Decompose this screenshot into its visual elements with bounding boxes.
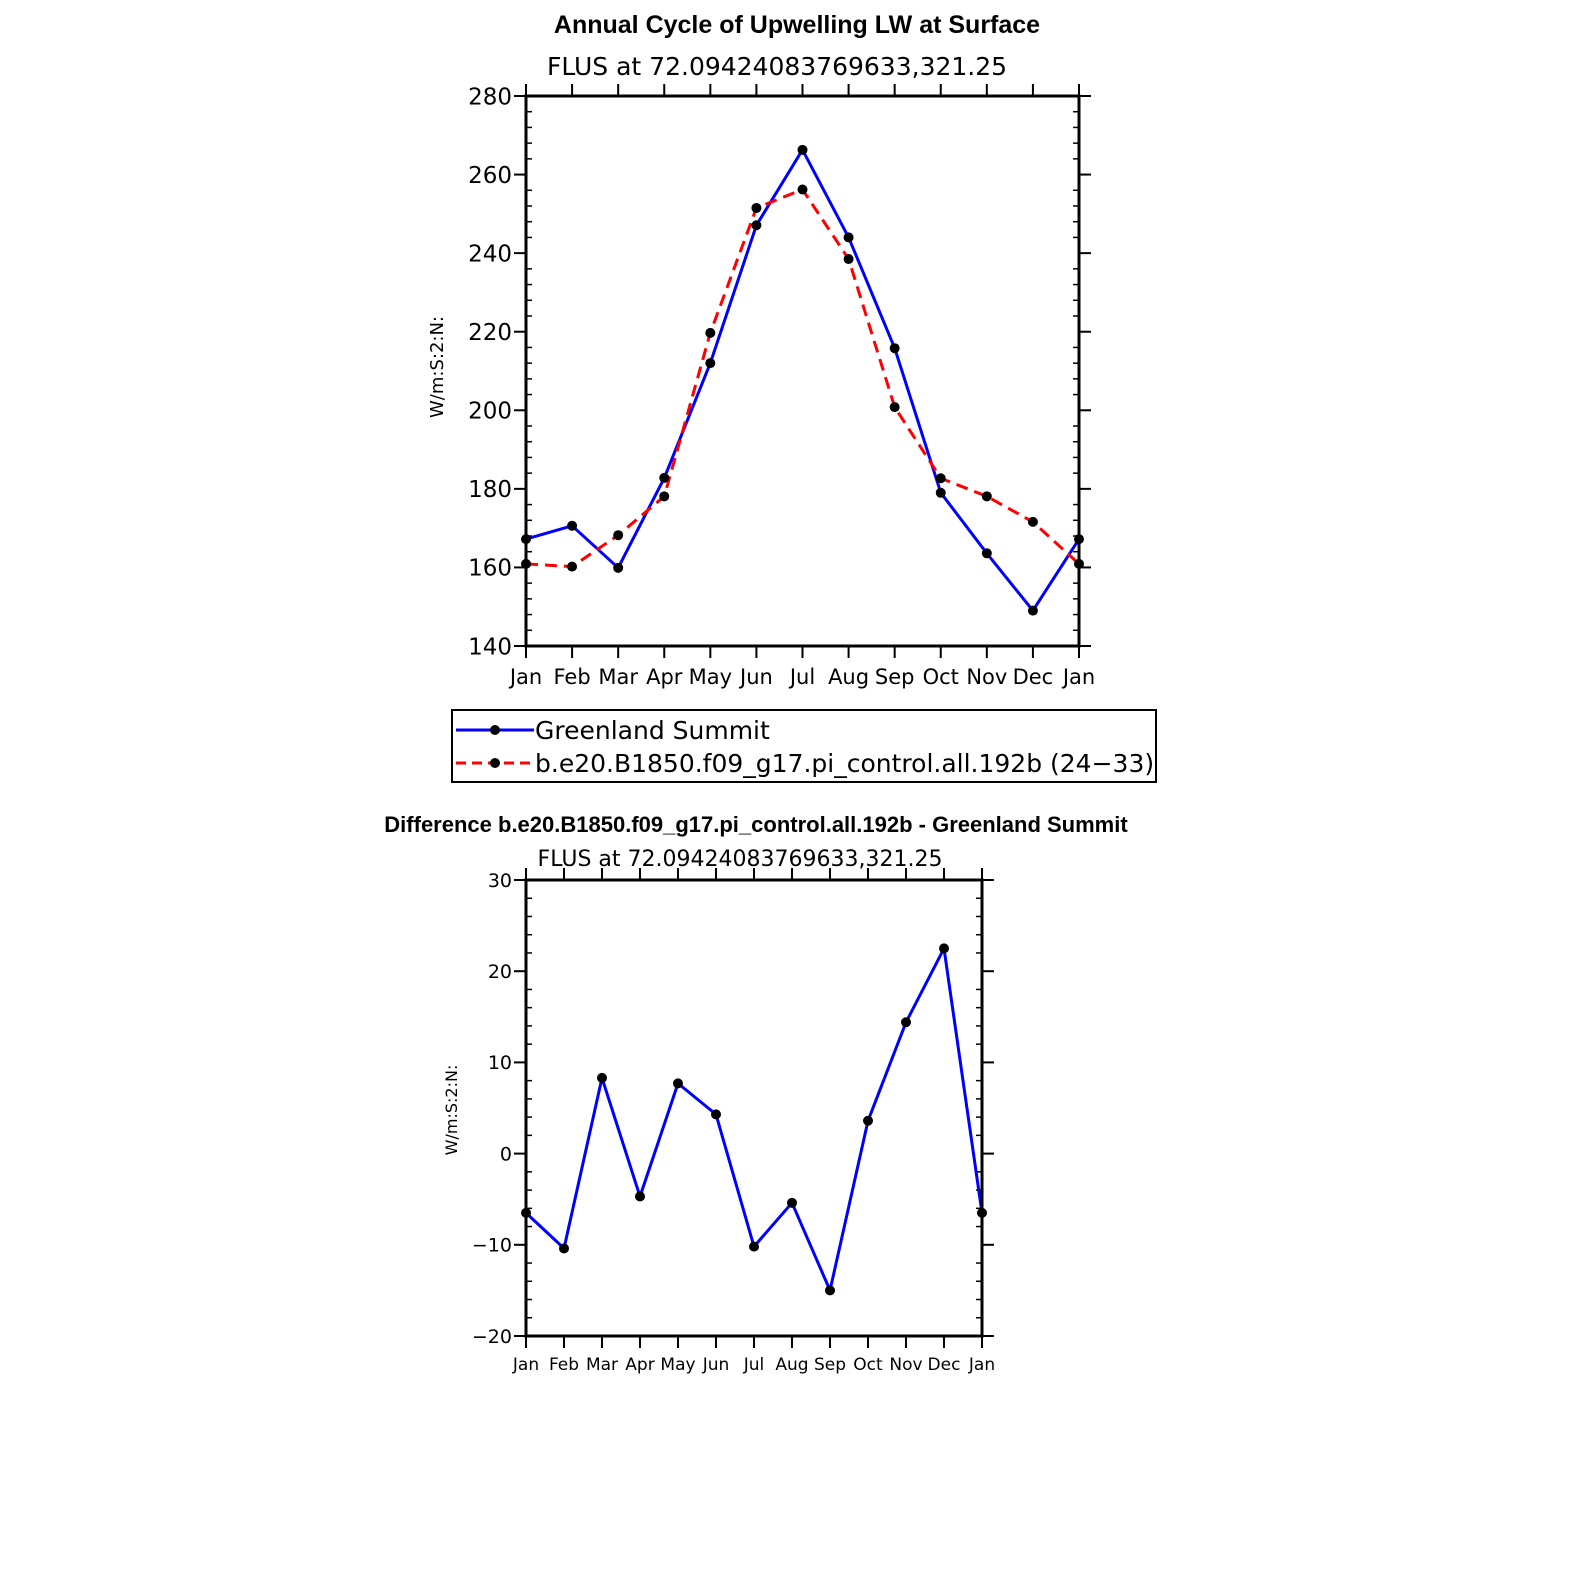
data-point-series-1 <box>659 491 669 501</box>
data-point-series-0 <box>936 488 946 498</box>
data-point-series-0 <box>749 1242 759 1252</box>
y-tick-labels <box>468 84 512 660</box>
y-tick-label: 260 <box>468 162 512 189</box>
data-point-series-0 <box>659 473 669 483</box>
x-tick-label: May <box>688 665 733 689</box>
x-tick-label: Oct <box>853 1355 883 1375</box>
y-tick-label: 140 <box>468 634 512 661</box>
data-point-series-0 <box>559 1243 569 1253</box>
x-tick-label: Apr <box>625 1355 655 1375</box>
x-tick-label: Jul <box>743 1355 765 1375</box>
chart-title: Difference b.e20.B1850.f09_g17.pi_control.all.192b - Greenland Summit <box>384 812 1128 837</box>
x-tick-label: Jul <box>789 665 816 689</box>
series-markers <box>521 943 987 1295</box>
x-tick-label: Jan <box>968 1355 996 1375</box>
data-point-series-1 <box>982 491 992 501</box>
legend-marker-greenland-summit <box>490 725 500 735</box>
series-lines <box>526 948 982 1290</box>
data-point-series-1 <box>890 402 900 412</box>
data-point-series-0 <box>825 1285 835 1295</box>
chart-subtitle: FLUS at 72.09424083769633,321.25 <box>546 52 1008 81</box>
chart-subtitle: FLUS at 72.09424083769633,321.25 <box>537 847 943 872</box>
x-tick-label: Feb <box>553 665 591 689</box>
y-tick-label: 280 <box>468 84 512 111</box>
data-point-series-0 <box>982 548 992 558</box>
x-tick-label: Jan <box>1062 665 1096 689</box>
series-lines <box>526 150 1079 611</box>
x-tick-labels <box>508 665 1095 689</box>
series-line-0 <box>526 150 1079 611</box>
difference-chart <box>384 812 1128 1375</box>
y-axis-label: W/m:S:2:N: <box>427 316 448 418</box>
data-point-series-0 <box>890 343 900 353</box>
data-point-series-0 <box>901 1017 911 1027</box>
annual-cycle-chart <box>427 11 1156 782</box>
tick-marks <box>514 868 994 1348</box>
data-point-series-1 <box>844 254 854 264</box>
legend-label-greenland-summit: Greenland Summit <box>535 716 770 745</box>
x-tick-label: Jan <box>509 665 543 689</box>
data-point-series-1 <box>1028 517 1038 527</box>
data-point-series-0 <box>751 220 761 230</box>
series-line-0 <box>526 948 982 1290</box>
legend-marker-model <box>490 758 500 768</box>
y-tick-label: 200 <box>468 398 512 425</box>
x-tick-label: Apr <box>646 665 683 689</box>
data-point-series-0 <box>597 1073 607 1083</box>
data-point-series-0 <box>939 943 949 953</box>
y-tick-label: 160 <box>468 555 512 582</box>
data-point-series-0 <box>567 521 577 531</box>
data-point-series-0 <box>787 1198 797 1208</box>
x-tick-label: Aug <box>828 665 870 689</box>
x-tick-label: Jan <box>512 1355 540 1375</box>
series-line-1 <box>526 190 1079 567</box>
data-point-series-0 <box>705 358 715 368</box>
data-point-series-1 <box>936 473 946 483</box>
data-point-series-0 <box>1028 606 1038 616</box>
x-tick-label: Sep <box>874 665 915 689</box>
x-tick-label: Jun <box>740 665 773 689</box>
y-tick-label: 10 <box>487 1052 512 1075</box>
data-point-series-1 <box>798 185 808 195</box>
data-point-series-0 <box>844 232 854 242</box>
x-tick-label: Nov <box>966 665 1008 689</box>
y-axis-label: W/m:S:2:N: <box>442 1064 461 1156</box>
y-tick-label: 180 <box>468 477 512 504</box>
data-point-series-1 <box>567 562 577 572</box>
x-tick-label: Nov <box>889 1355 923 1375</box>
y-tick-label: 240 <box>468 241 512 268</box>
y-tick-label: 220 <box>468 319 512 346</box>
x-tick-label: May <box>660 1355 696 1375</box>
x-tick-label: Aug <box>775 1355 809 1375</box>
y-tick-label: 20 <box>487 961 512 984</box>
x-tick-label: Dec <box>1012 665 1054 689</box>
y-tick-label: 30 <box>487 869 512 892</box>
legend <box>452 710 1156 782</box>
x-tick-label: Oct <box>922 665 959 689</box>
data-point-series-1 <box>613 530 623 540</box>
x-tick-label: Feb <box>548 1355 580 1375</box>
y-tick-label: 0 <box>499 1143 512 1166</box>
y-tick-label: −10 <box>471 1234 512 1257</box>
x-tick-label: Dec <box>927 1355 961 1375</box>
x-tick-label: Mar <box>585 1355 619 1375</box>
x-tick-label: Sep <box>813 1355 847 1375</box>
data-point-series-0 <box>863 1116 873 1126</box>
y-tick-labels <box>472 870 512 1348</box>
data-point-series-0 <box>798 145 808 155</box>
chart-title: Annual Cycle of Upwelling LW at Surface <box>553 11 1041 39</box>
x-tick-label: Mar <box>598 665 638 689</box>
tick-marks <box>514 84 1091 658</box>
data-point-series-0 <box>613 563 623 573</box>
x-tick-label: Jun <box>702 1355 730 1375</box>
x-tick-labels <box>512 1355 995 1375</box>
y-tick-label: −20 <box>471 1325 512 1348</box>
data-point-series-0 <box>673 1078 683 1088</box>
data-point-series-0 <box>711 1109 721 1119</box>
data-point-series-1 <box>705 328 715 338</box>
data-point-series-0 <box>635 1191 645 1201</box>
data-point-series-1 <box>751 203 761 213</box>
legend-label-model: b.e20.B1850.f09_g17.pi_control.all.192b (24−33) <box>535 749 1155 778</box>
